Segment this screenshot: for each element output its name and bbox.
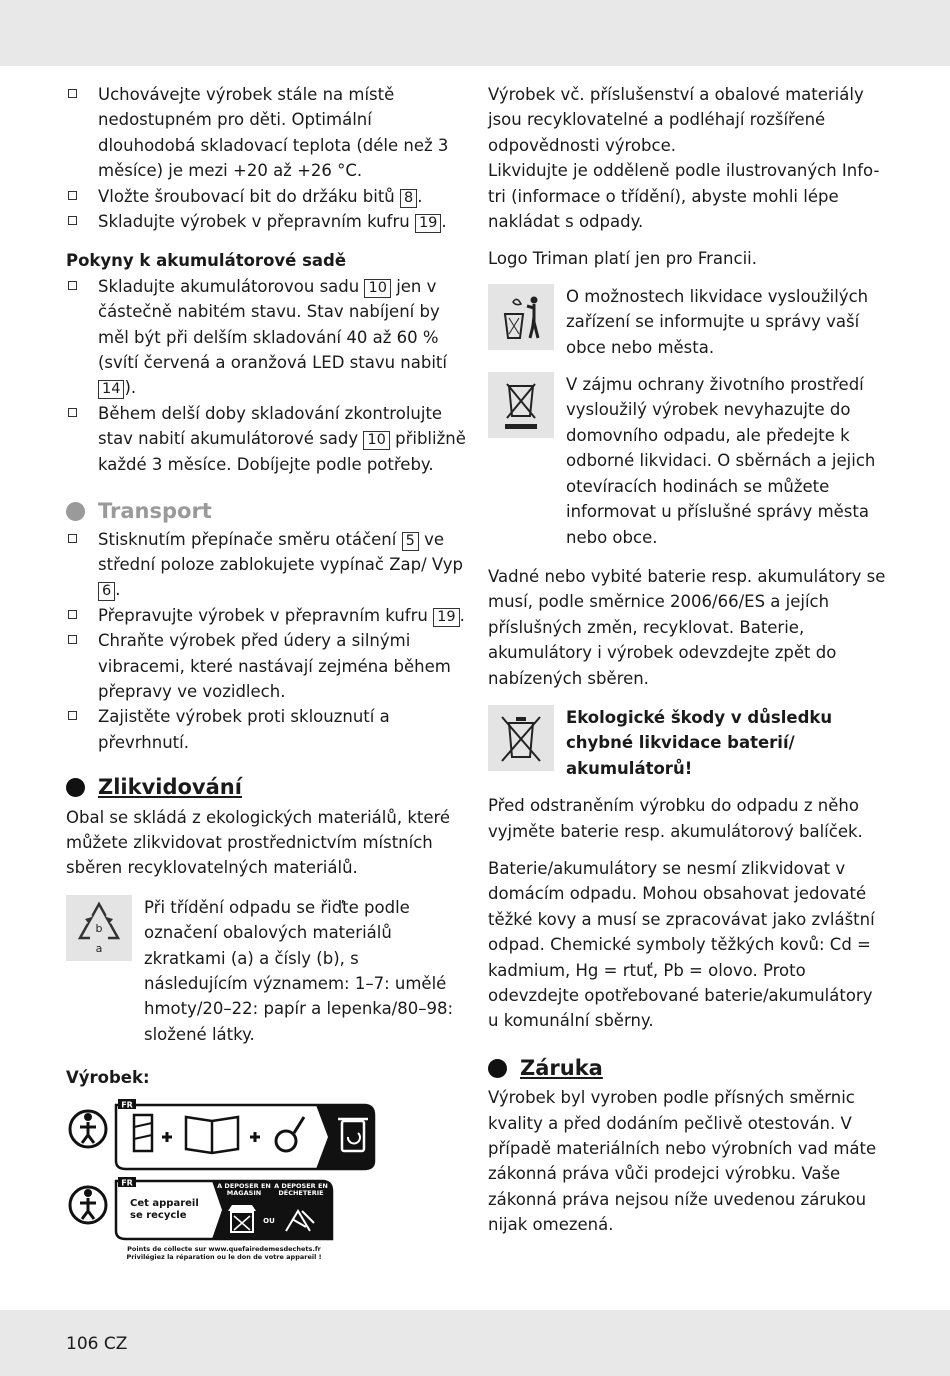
triman-person-arrows-icon [70, 1187, 106, 1223]
recycle-info [66, 895, 466, 1047]
bullet-dot-icon [66, 778, 85, 797]
paragraph: Před odstraněním výrobku do odpadu z něho vyjměte baterie resp. akumulátorový balíček. [488, 796, 863, 841]
part-number: 10 [364, 279, 390, 298]
list-item: Chraňte výrobek před údery a silnými vibracemi, které nastávají zejména během přepravy ve vozidlech. [66, 628, 466, 704]
triman-fr-label: FR [121, 1178, 133, 1188]
battery-heading: Pokyny k akumulátorové sadě [66, 251, 347, 271]
list-item: Uchovávejte výrobek stále na místě nedostupném pro děti. Optimální dlouhodobá skladovací teplota (déle než 3 měsíce) je mezi +20 až +26 °C. [66, 82, 466, 184]
triman-fr-label: FR [121, 1100, 133, 1110]
part-number: 14 [98, 380, 124, 399]
battery-warning-text: Ekologické škody v důsledku chybné likvidace baterií/ akumulátorů! [566, 707, 833, 778]
battery-warning-row [488, 705, 888, 781]
triman-se-recycle: se recycle [130, 1209, 187, 1221]
part-number: 5 [402, 532, 419, 551]
checkbox-bullet-icon [68, 635, 77, 644]
checkbox-bullet-icon [68, 191, 77, 200]
list-item: Během delší doby skladování zkontrolujte stav nabití akumulátorové sady 10 přibližně každé 3 měsíce. Dobíjejte podle potřeby. [66, 401, 466, 477]
page-number: 106 CZ [66, 1334, 128, 1354]
part-number: 8 [400, 189, 417, 208]
right-column [488, 82, 888, 1238]
paragraph: Výrobek vč. příslušenství a obalové materiály jsou recyklovatelné a podléhají rozšířené odpovědnosti výrobce. [488, 85, 864, 155]
warranty-text: Výrobek byl vyroben podle přísných směrnic kvality a před dodáním pečlivě otestován. V případě materiálních nebo výrobních vad máte zákonná práva vůči prodejci výrobku. Vaše zákonná práva nejsou níže uvedenou zárukou nijak omezená. [488, 1088, 877, 1235]
recycle-text: Při třídění odpadu se řiďte podle označení obalových materiálů zkratkami (a) a čísly (b), s následujícím významem: 1–7: umělé hmoty/20–22: papír a lepenka/80–98: složené látky. [144, 897, 454, 1044]
weee-info-text: V zájmu ochrany životního prostředí vysloužilý výrobek nevyhazujte do domovního odpadu, ale předejte k odborné likvidaci. O sběrnách a jejich otevíracích hodinách se můžete informovat u příslušné správy města nebo obce. [566, 375, 876, 547]
checkbox-bullet-icon [68, 281, 77, 290]
section-heading-disposal: Zlikvidování [66, 775, 466, 800]
list-item: Vložte šroubovací bit do držáku bitů 8 . [66, 184, 466, 209]
triman-logos [66, 1099, 386, 1269]
disposal-text: Obal se skládá z ekologických materiálů, které můžete zlikvidovat prostřednictvím místních sběren recyklovatelných materiálů. [66, 807, 451, 878]
triman-ou: OU [263, 1216, 275, 1225]
triman-note-1: Points de collecte sur www.quefairedemesdechets.fr [127, 1244, 321, 1253]
header-band [0, 0, 950, 66]
list-item: Skladujte výrobek v přepravním kufru 19 . [66, 209, 466, 234]
paragraph: Likvidujte je odděleně podle ilustrovaných Info-tri (informace o třídění), abyste mohli lépe nakládat s odpady. [488, 161, 880, 232]
checkbox-bullet-icon [68, 408, 77, 417]
weee-info-row [488, 372, 888, 550]
part-number: 19 [433, 608, 459, 627]
checkbox-bullet-icon [68, 216, 77, 225]
part-number: 10 [363, 431, 389, 450]
list-item: Zajistěte výrobek proti sklouznutí a převrhnutí. [66, 704, 466, 755]
recycle-label-a: a [95, 941, 103, 955]
footer-band [0, 1310, 950, 1376]
checkbox-bullet-icon [68, 89, 77, 98]
paragraph: Vadné nebo vybité baterie resp. akumulátory se musí, podle směrnice 2006/66/ES a jejích příslušných změn, recyklovat. Baterie, akumulátory i výrobek odevzdejte zpět do nabízených sběren. [488, 566, 886, 688]
disposal-info-text: O možnostech likvidace vysloužilých zařízení se informujte u správy vaší obce nebo města. [566, 286, 869, 357]
left-column [66, 82, 466, 1276]
triman-cet-appareil: Cet appareil [130, 1197, 199, 1209]
crossed-bin-battery-icon [488, 705, 554, 771]
triman-person-arrows-icon [70, 1111, 106, 1147]
section-heading-transport: Transport [66, 499, 466, 524]
recycle-label-b: b [95, 921, 103, 935]
list-item: Stisknutím přepínače směru otáčení 5 ve střední poloze zablokujete vypínač Zap/ Vyp 6 . [66, 527, 466, 603]
checkbox-bullet-icon [68, 534, 77, 543]
waste-bin-person-icon [488, 284, 554, 350]
checkbox-bullet-icon [68, 610, 77, 619]
list-item: Skladujte akumulátorovou sadu 10 jen v částečně nabitém stavu. Stav nabíjení by měl být při delším skladování 40 až 60 % (svítí červená a oranžová LED stavu nabití 14 ). [66, 274, 466, 401]
checkbox-bullet-icon [68, 711, 77, 720]
bullet-dot-icon [488, 1059, 507, 1078]
triman-depot-magasin: À DÉPOSER EN MAGASIN [217, 1182, 271, 1197]
product-label: Výrobek: [66, 1068, 150, 1088]
bullet-dot-icon [66, 502, 85, 521]
recycling-triangle-icon [66, 895, 132, 961]
part-number: 6 [98, 582, 115, 601]
section-heading-warranty: Záruka [488, 1056, 888, 1081]
triman-depot-decheterie: À DÉPOSER EN DÉCHETERIE [274, 1182, 328, 1197]
paragraph: Logo Triman platí jen pro Francii. [488, 249, 757, 269]
list-item: Přepravujte výrobek v přepravním kufru 19 . [66, 603, 466, 628]
triman-note-2: Privilégiez la réparation ou le don de votre appareil ! [126, 1252, 322, 1261]
disposal-info-row [488, 284, 888, 360]
crossed-bin-icon [488, 372, 554, 438]
part-number: 19 [415, 214, 441, 233]
paragraph: Baterie/akumulátory se nesmí zlikvidovat v domácím odpadu. Mohou obsahovat jedovaté těžké kovy a musí se zpracovávat jako zvláštní odpad. Chemické symboly těžkých kovů: Cd = kadmium, Hg = rtuť, Pb = olovo. Proto odevzdejte opotřebované baterie/akumulátory u komunální sběrny. [488, 858, 875, 1031]
